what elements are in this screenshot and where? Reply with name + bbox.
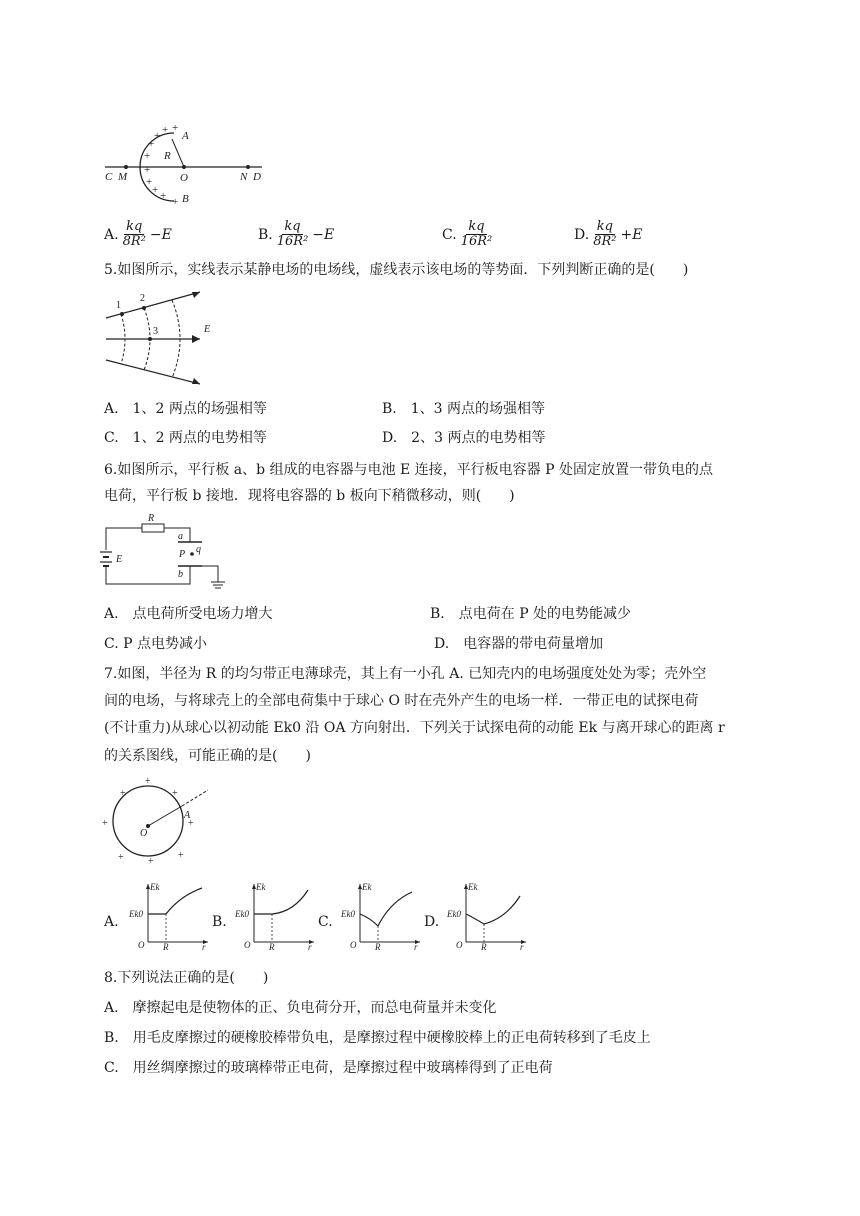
q5-label-E: E [204, 324, 211, 335]
q4-label-D: D [253, 171, 261, 183]
q6-label-E: E [116, 554, 123, 565]
q7-stem-line-3: (不计重力)从球心以初动能 Ek0 沿 OA 方向射出．下列关于试探电荷的动能 Ek 与离开球心的距离 r [104, 720, 725, 736]
q6-label-b: b [178, 569, 183, 580]
q5-option-a: A. 1、2 两点的场强相等 [104, 401, 267, 417]
q6-option-c: C. P 点电势减小 [104, 636, 207, 652]
svg-text:+: + [152, 184, 159, 196]
q6-label-q: q [196, 544, 201, 555]
svg-text:+: + [144, 150, 151, 162]
svg-text:+: + [144, 164, 151, 176]
q4-label-A: A [182, 130, 189, 142]
q7-option-d-letter: D. [424, 914, 440, 930]
q4-label-N: N [240, 171, 248, 183]
q7-graph-d-ek0: Ek0 [447, 909, 461, 919]
q6-label-P: P [179, 549, 186, 560]
q5-figure [100, 288, 220, 388]
q7-graph-a-o: O [138, 940, 145, 950]
q8-stem: 8.下列说法正确的是( ) [104, 970, 269, 986]
q5-stem: 5.如图所示，实线表示某静电场的电场线，虚线表示该电场的等势面．下列判断正确的是( ) [104, 262, 689, 278]
svg-text:+: + [118, 852, 124, 863]
q7-graph-c-ek: Ek [362, 882, 372, 892]
svg-text:+: + [160, 190, 167, 202]
q7-graph-a-ek0: Ek0 [129, 909, 143, 919]
q7-option-b-letter: B. [212, 914, 227, 930]
q7-stem-line-1: 7.如图，半径为 R 的均匀带正电薄球壳，其上有一小孔 A. 已知壳内的电场强度处处为零；壳外空 [104, 666, 707, 682]
q4-label-M: M [118, 171, 128, 183]
q4-label-B: B [182, 193, 189, 205]
q7-label-A: A [184, 810, 191, 821]
q7-radius-OA [148, 806, 182, 826]
svg-text:+: + [162, 125, 169, 136]
svg-text:+: + [145, 776, 151, 787]
svg-text:+: + [172, 125, 179, 134]
q7-stem-line-2: 间的电场，与将球壳上的全部电荷集中于球心 O 时在壳外产生的电场一样．一带正电的试探电荷 [104, 693, 699, 709]
q7-graph-a [128, 880, 212, 950]
q7-graph-b-r: r [308, 942, 312, 950]
q7-graph-a-R: R [163, 942, 169, 950]
svg-text:+: + [146, 176, 153, 188]
q7-graph-c-o: O [350, 940, 357, 950]
q4-option-c: C. $\frac{kq}{\text{16R²}}$ [442, 219, 493, 249]
svg-text:+: + [102, 818, 108, 829]
q8-option-c: C. 用丝绸摩擦过的玻璃棒带正电荷，是摩擦过程中玻璃棒得到了正电荷 [104, 1060, 553, 1076]
svg-text:+: + [154, 130, 161, 142]
q7-graph-c [340, 880, 424, 950]
svg-text:+: + [148, 138, 155, 150]
q7-graph-b-o: O [244, 940, 251, 950]
q4-option-c-fraction: $\frac{kq}{\text{16R²}}$ [460, 219, 493, 249]
q5-option-c: C. 1、2 两点的电势相等 [104, 430, 267, 446]
q7-graph-c-r: r [414, 942, 418, 950]
q6-circuit-figure [100, 512, 230, 592]
q4-figure [100, 125, 270, 210]
svg-text:+: + [120, 788, 126, 799]
svg-text:+: + [172, 196, 179, 208]
q7-graph-b [234, 880, 318, 950]
q7-option-c-letter: C. [318, 914, 333, 930]
q7-graph-d-ek: Ek [468, 882, 478, 892]
q5-point-2-label: 2 [140, 293, 145, 304]
q5-option-d: D. 2、3 两点的电势相等 [382, 430, 546, 446]
q7-graph-c-R: R [375, 942, 381, 950]
q5-field-line-bottom [106, 360, 200, 384]
q8-option-a: A. 摩擦起电是使物体的正、负电荷分开，而总电荷量并未变化 [104, 1000, 497, 1016]
q5-point-1-label: 1 [116, 300, 121, 311]
q7-graph-d [446, 880, 530, 950]
svg-text:+: + [148, 856, 154, 866]
q4-label-R: R [164, 150, 171, 162]
q6-option-b: B. 点电荷在 P 处的电势能减少 [430, 606, 632, 622]
q6-option-a: A. 点电荷所受电场力增大 [104, 606, 273, 622]
svg-text:+: + [172, 788, 178, 799]
q4-option-b-fraction: $\frac{kq}{\text{16R²}}$ [276, 219, 309, 249]
q7-sphere-figure [100, 776, 215, 866]
q5-option-b: B. 1、3 两点的场强相等 [382, 401, 546, 417]
q7-graph-b-R: R [269, 942, 275, 950]
q7-graph-d-r: r [520, 942, 524, 950]
q7-graph-a-ek: Ek [150, 882, 160, 892]
q7-stem-line-4: 的关系图线，可能正确的是( ) [104, 748, 311, 764]
q8-option-b: B. 用毛皮摩擦过的硬橡胶棒带负电，是摩擦过程中硬橡胶棒上的正电荷转移到了毛皮上 [104, 1030, 651, 1046]
q4-option-a-fraction: $\frac{kq}{\text{8R²}}$ [122, 219, 146, 249]
q7-option-a-letter: A. [104, 914, 119, 930]
q7-graph-b-ek: Ek [256, 882, 266, 892]
q6-resistor [142, 524, 164, 532]
q4-label-C: C [105, 171, 113, 183]
q6-stem-line-2: 电荷，平行板 b 接地．现将电容器的 b 板向下稍微移动，则( ) [104, 488, 515, 504]
q7-graph-b-ek0: Ek0 [235, 909, 249, 919]
svg-text:+: + [178, 850, 184, 861]
q7-graph-a-r: r [202, 942, 206, 950]
q4-option-a: A. $\frac{kq}{\text{8R²}}$ −E [104, 219, 172, 249]
q4-label-O: O [180, 172, 188, 184]
q7-graph-c-ek0: Ek0 [341, 909, 355, 919]
q4-option-b: B. $\frac{kq}{\text{16R²}}$ −E [258, 219, 335, 249]
q6-stem-line-1: 6.如图所示，平行板 a、b 组成的电容器与电池 E 连接，平行板电容器 P 处固定放置一带负电的点 [104, 462, 714, 478]
q4-option-d: D. $\frac{kq}{\text{8R²}}$ +E [574, 219, 643, 249]
q4-option-d-fraction: $\frac{kq}{\text{8R²}}$ [593, 219, 617, 249]
q5-point-3-label: 3 [153, 326, 158, 337]
q6-label-R: R [148, 513, 155, 524]
q6-label-a: a [178, 531, 183, 542]
q7-graph-d-o: O [456, 940, 463, 950]
q7-graph-d-R: R [481, 942, 487, 950]
q7-label-O: O [140, 828, 148, 839]
svg-text:+: + [188, 818, 194, 829]
q7-extension-dashed [182, 790, 208, 806]
q4-radius-line [172, 139, 184, 167]
q6-option-d: D. 电容器的带电荷量增加 [434, 636, 604, 652]
